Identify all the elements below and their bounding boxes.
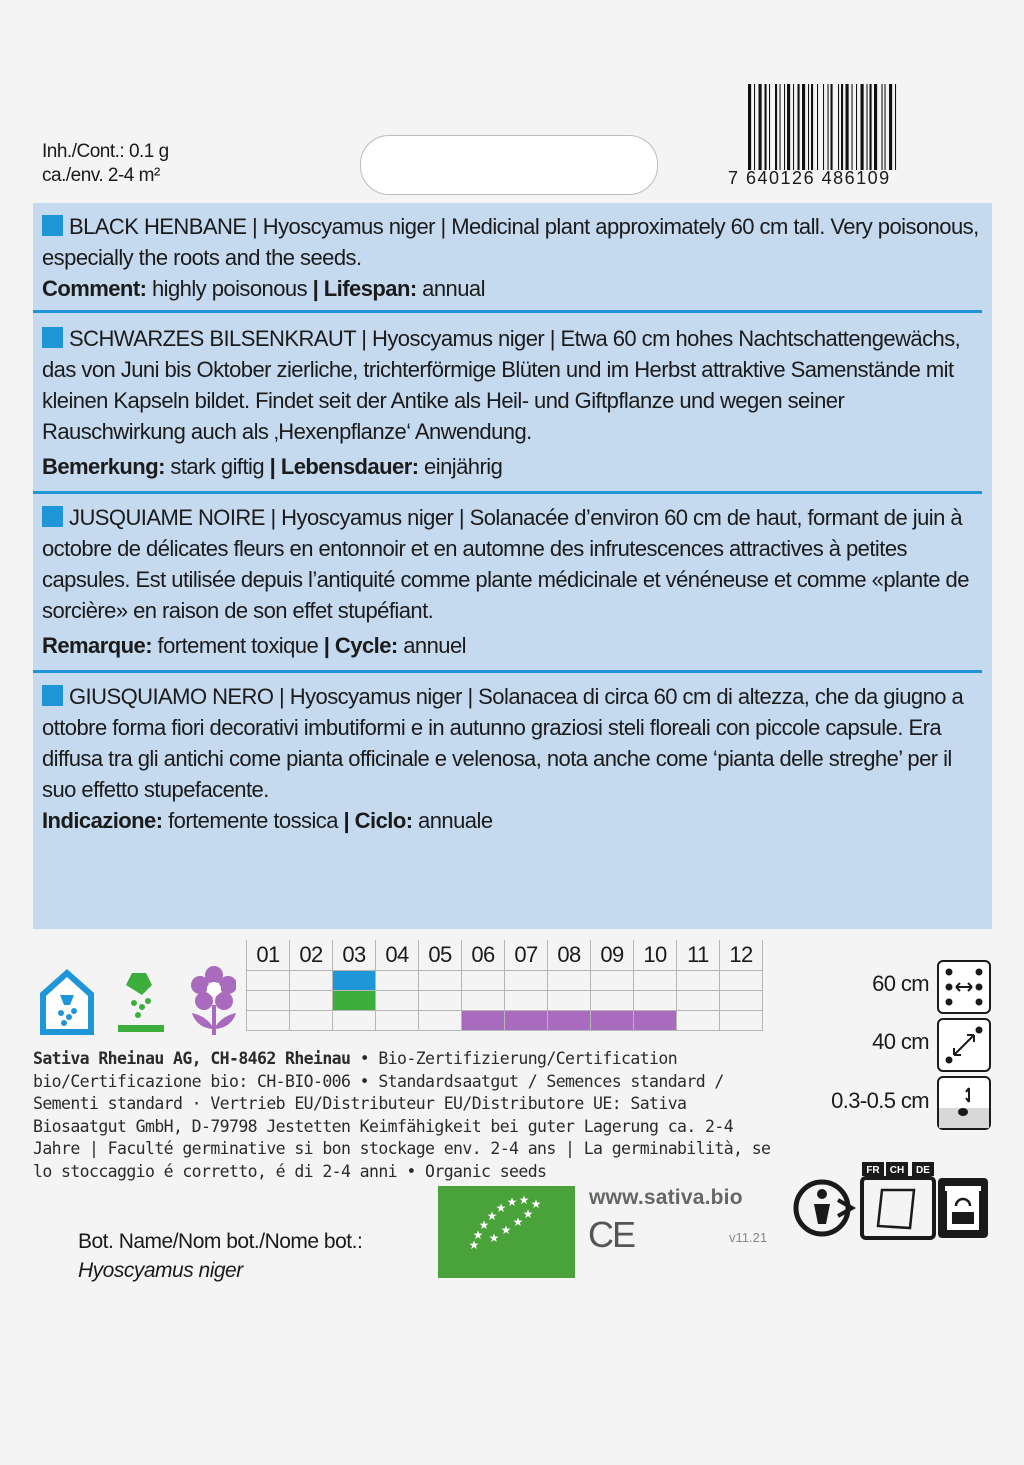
- ce-mark: CE: [588, 1214, 635, 1255]
- eu-organic-logo: [438, 1186, 575, 1278]
- website: www.sativa.bio: [589, 1186, 743, 1209]
- eu-star-icon: ★: [486, 1209, 498, 1223]
- botanical-latin-name: Hyoscyamus niger: [78, 1259, 243, 1282]
- calendar-legend: [36, 965, 236, 1044]
- calendar-cell: [591, 1011, 634, 1031]
- eu-star-icon: ★: [506, 1195, 518, 1209]
- row-spacing-value: 60 cm: [872, 971, 929, 996]
- barcode-bar: [823, 84, 824, 170]
- calendar-cell: [247, 971, 290, 991]
- note-value: einjährig: [418, 454, 503, 479]
- square-bullet-icon: [42, 506, 63, 527]
- barcode-bar: [787, 84, 790, 170]
- month-label: 06: [462, 940, 505, 971]
- country-de: DE: [916, 1165, 930, 1176]
- country-fr: FR: [866, 1165, 880, 1176]
- calendar-cell: [634, 1011, 677, 1031]
- content-info: [42, 140, 169, 188]
- calendar-cell: [591, 991, 634, 1011]
- calendar-cell: [376, 1011, 419, 1031]
- certification-text: • Bio-Zertifizierung/Certification bio/Certificazione bio: CH-BIO-006 • Standardsaatgut / Semences standard / Sementi standard · Vertrieb EU/Distributeur EU/Distributore UE: Sativa Biosaatgut GmbH, D-79798 Jestetten Keimfähigkeit bei guter Lagerung ca. 2-4 Jahre | Faculté germinative si bon stockage env. 2-4 ans | La germinabilità, se lo stoccaggio é corretto, é di 2-4 anni • Organic seeds: [33, 1049, 771, 1181]
- growing-calendar: [246, 940, 763, 1031]
- greenhouse-icon: [40, 969, 94, 1035]
- eu-star-icon: ★: [512, 1215, 524, 1229]
- sowing-depth-value: 0.3-0.5 cm: [831, 1088, 929, 1113]
- barcode-bar: [828, 84, 829, 170]
- recycling-bin-icon: [938, 1178, 988, 1238]
- month-label: 08: [548, 940, 591, 971]
- calendar-cell: [677, 991, 720, 1011]
- section-fr: [42, 502, 986, 661]
- section-title: GIUSQUIAMO NERO: [69, 684, 274, 709]
- description-panel: [33, 203, 992, 929]
- divider: [33, 310, 982, 313]
- barcode-bar: [852, 84, 853, 170]
- note-label: Indicazione:: [42, 808, 163, 833]
- calendar-cell: [591, 971, 634, 991]
- divider: [33, 491, 982, 494]
- section-title: BLACK HENBANE: [69, 214, 247, 239]
- month-label: 12: [720, 940, 763, 971]
- plant-spacing-value: 40 cm: [872, 1029, 929, 1054]
- calendar-cell: [720, 971, 763, 991]
- calendar-cell: [247, 1011, 290, 1031]
- note-value: annuale: [412, 808, 493, 833]
- country-tabs: [862, 1162, 934, 1176]
- barcode-bar: [885, 84, 886, 170]
- note-value: stark giftig: [164, 454, 270, 479]
- section-de: [42, 323, 986, 482]
- barcode-bar: [754, 84, 755, 170]
- barcode-bar: [838, 84, 839, 170]
- note-label: | Cycle:: [323, 633, 398, 658]
- eu-star-icon: ★: [488, 1231, 500, 1245]
- calendar-cell: [720, 991, 763, 1011]
- calendar-cell: [462, 971, 505, 991]
- month-label: 02: [290, 940, 333, 971]
- calendar-cell: [419, 1011, 462, 1031]
- eu-star-icon: ★: [522, 1207, 534, 1221]
- paper-bag-icon: [862, 1178, 934, 1238]
- calendar-cell: [548, 991, 591, 1011]
- barcode-bar: [861, 84, 864, 170]
- note-value: annuel: [397, 633, 466, 658]
- square-bullet-icon: [42, 685, 63, 706]
- eu-star-icon: ★: [472, 1228, 484, 1242]
- section-text: | Hyoscyamus niger | Medicinal plant approximately 60 cm tall. Very poisonous, especially the roots and the seeds.: [42, 214, 979, 270]
- calendar-cell: [419, 971, 462, 991]
- content-weight: Inh./Cont.: 0.1 g: [42, 141, 169, 162]
- recycling-info: [790, 1160, 990, 1247]
- barcode-bar: [895, 84, 896, 170]
- calendar-row-flowering: [247, 1011, 763, 1031]
- eu-star-icon: ★: [530, 1197, 542, 1211]
- month-label: 07: [505, 940, 548, 971]
- calendar-table: [246, 940, 763, 1031]
- sowing-depth-icon: [937, 1076, 991, 1130]
- barcode-bar: [811, 84, 813, 170]
- note-value: annual: [416, 276, 485, 301]
- barcode-bar: [889, 84, 892, 170]
- barcode-bar: [841, 84, 843, 170]
- calendar-cell: [505, 1011, 548, 1031]
- section-text: | Hyoscyamus niger | Solanacée d’environ 60 cm de haut, formant de juin à octobre de délicates fleurs en entonnoir et en automne des infrutescences attractives à petites capsules. Est utilisée depuis l’antiquité comme plante médicinale et vénéneuse et comme «plante de sorcière» en raison de son effet stupéfiant.: [42, 505, 969, 623]
- barcode-bar: [831, 84, 833, 170]
- country-ch: CH: [889, 1165, 905, 1176]
- botanical-name: [78, 1227, 362, 1285]
- calendar-cell: [462, 1011, 505, 1031]
- month-label: 03: [333, 940, 376, 971]
- sowing-outdoor-icon: [118, 973, 164, 1032]
- square-bullet-icon: [42, 327, 63, 348]
- calendar-cell: [419, 991, 462, 1011]
- botanical-label: Bot. Name/Nom bot./Nome bot.:: [78, 1230, 363, 1253]
- calendar-months: [247, 940, 763, 971]
- calendar-cell: [333, 1011, 376, 1031]
- barcode-bar: [775, 84, 777, 170]
- hang-hole: [360, 135, 658, 195]
- barcode-bar: [874, 84, 877, 170]
- eu-star-icon: ★: [468, 1238, 480, 1252]
- barcode-number: 7 640126 486109: [728, 168, 891, 188]
- barcode-bar: [802, 84, 805, 170]
- barcode-bar: [846, 84, 849, 170]
- note-value: fortemente tossica: [162, 808, 344, 833]
- section-title: SCHWARZES BILSENKRAUT: [69, 326, 356, 351]
- section-en: [42, 211, 986, 304]
- flower-icon: [191, 966, 236, 1035]
- company-info: [33, 1048, 773, 1183]
- row-spacing-icon: [937, 960, 991, 1014]
- note-value: fortement toxique: [151, 633, 324, 658]
- section-it: [42, 681, 986, 836]
- barcode-bar: [759, 84, 762, 170]
- calendar-cell: [333, 971, 376, 991]
- calendar-cell: [290, 1011, 333, 1031]
- barcode-bar: [793, 84, 794, 170]
- eu-star-icon: ★: [518, 1193, 530, 1207]
- barcode-bar: [882, 84, 883, 170]
- note-label: | Ciclo:: [343, 808, 413, 833]
- month-label: 04: [376, 940, 419, 971]
- calendar-cell: [290, 971, 333, 991]
- calendar-cell: [376, 991, 419, 1011]
- version-label: v11.21: [729, 1230, 768, 1245]
- barcode-bar: [856, 84, 857, 170]
- calendar-cell: [462, 991, 505, 1011]
- calendar-cell: [376, 971, 419, 991]
- section-text: | Hyoscyamus niger | Etwa 60 cm hohes Nachtschattengewächs, das von Juni bis Oktober zierliche, trichterförmige Blüten und im Herbst attraktive Samenstände mit kleinen Kapseln bildet. Findet seit der Antike als Heil- und Giftpflanze und wegen seiner Rauschwirkung auch als ‚Hexenpflanze‘ Anwendung.: [42, 326, 961, 444]
- note-label: Comment:: [42, 276, 147, 301]
- calendar-cell: [548, 971, 591, 991]
- square-bullet-icon: [42, 215, 63, 236]
- eu-star-icon: ★: [495, 1201, 507, 1215]
- barcode-bar: [870, 84, 872, 170]
- calendar-row-sowing-outdoor: [247, 991, 763, 1011]
- barcode-bar: [817, 84, 818, 170]
- month-label: 11: [677, 940, 720, 971]
- eu-star-icon: ★: [478, 1218, 490, 1232]
- barcode: [748, 84, 944, 170]
- barcode-bar: [798, 84, 800, 170]
- divider: [33, 670, 982, 673]
- calendar-cell: [634, 991, 677, 1011]
- barcode-bar: [780, 84, 781, 170]
- plant-spacing-icon: [937, 1018, 991, 1072]
- barcode-bar: [867, 84, 868, 170]
- calendar-cell: [333, 991, 376, 1011]
- section-text: | Hyoscyamus niger | Solanacea di circa 60 cm di altezza, che da giugno a ottobre forma fiori decorativi imbutiformi e in autunno graziosi steli floreali con piccole capsule. Era diffusa tra gli antichi come pianta officinale e velenosa, nota anche come ‘pianta delle streghe’ per il suo effetto stupefacente.: [42, 684, 964, 802]
- note-label: | Lifespan:: [312, 276, 417, 301]
- calendar-cell: [505, 991, 548, 1011]
- note-label: | Lebensdauer:: [269, 454, 419, 479]
- company-name: Sativa Rheinau AG, CH-8462 Rheinau: [33, 1049, 351, 1068]
- triman-icon: [796, 1182, 852, 1234]
- month-label: 09: [591, 940, 634, 971]
- calendar-row-sowing-indoor: [247, 971, 763, 991]
- calendar-cell: [677, 1011, 720, 1031]
- note-label: Remarque:: [42, 633, 152, 658]
- month-label: 01: [247, 940, 290, 971]
- calendar-cell: [677, 971, 720, 991]
- note-value: highly poisonous: [146, 276, 313, 301]
- calendar-cell: [634, 971, 677, 991]
- note-label: Bemerkung:: [42, 454, 165, 479]
- content-area: ca./env. 2-4 m²: [42, 165, 160, 186]
- barcode-bar: [784, 84, 785, 170]
- section-title: JUSQUIAME NOIRE: [69, 505, 265, 530]
- calendar-cell: [505, 971, 548, 991]
- eu-star-icon: ★: [500, 1223, 512, 1237]
- barcode-bar: [769, 84, 770, 170]
- month-label: 05: [419, 940, 462, 971]
- calendar-cell: [548, 1011, 591, 1031]
- barcode-bar: [748, 84, 751, 170]
- calendar-cell: [290, 991, 333, 1011]
- calendar-cell: [720, 1011, 763, 1031]
- month-label: 10: [634, 940, 677, 971]
- barcode-bar: [808, 84, 809, 170]
- calendar-cell: [247, 991, 290, 1011]
- barcode-bar: [765, 84, 767, 170]
